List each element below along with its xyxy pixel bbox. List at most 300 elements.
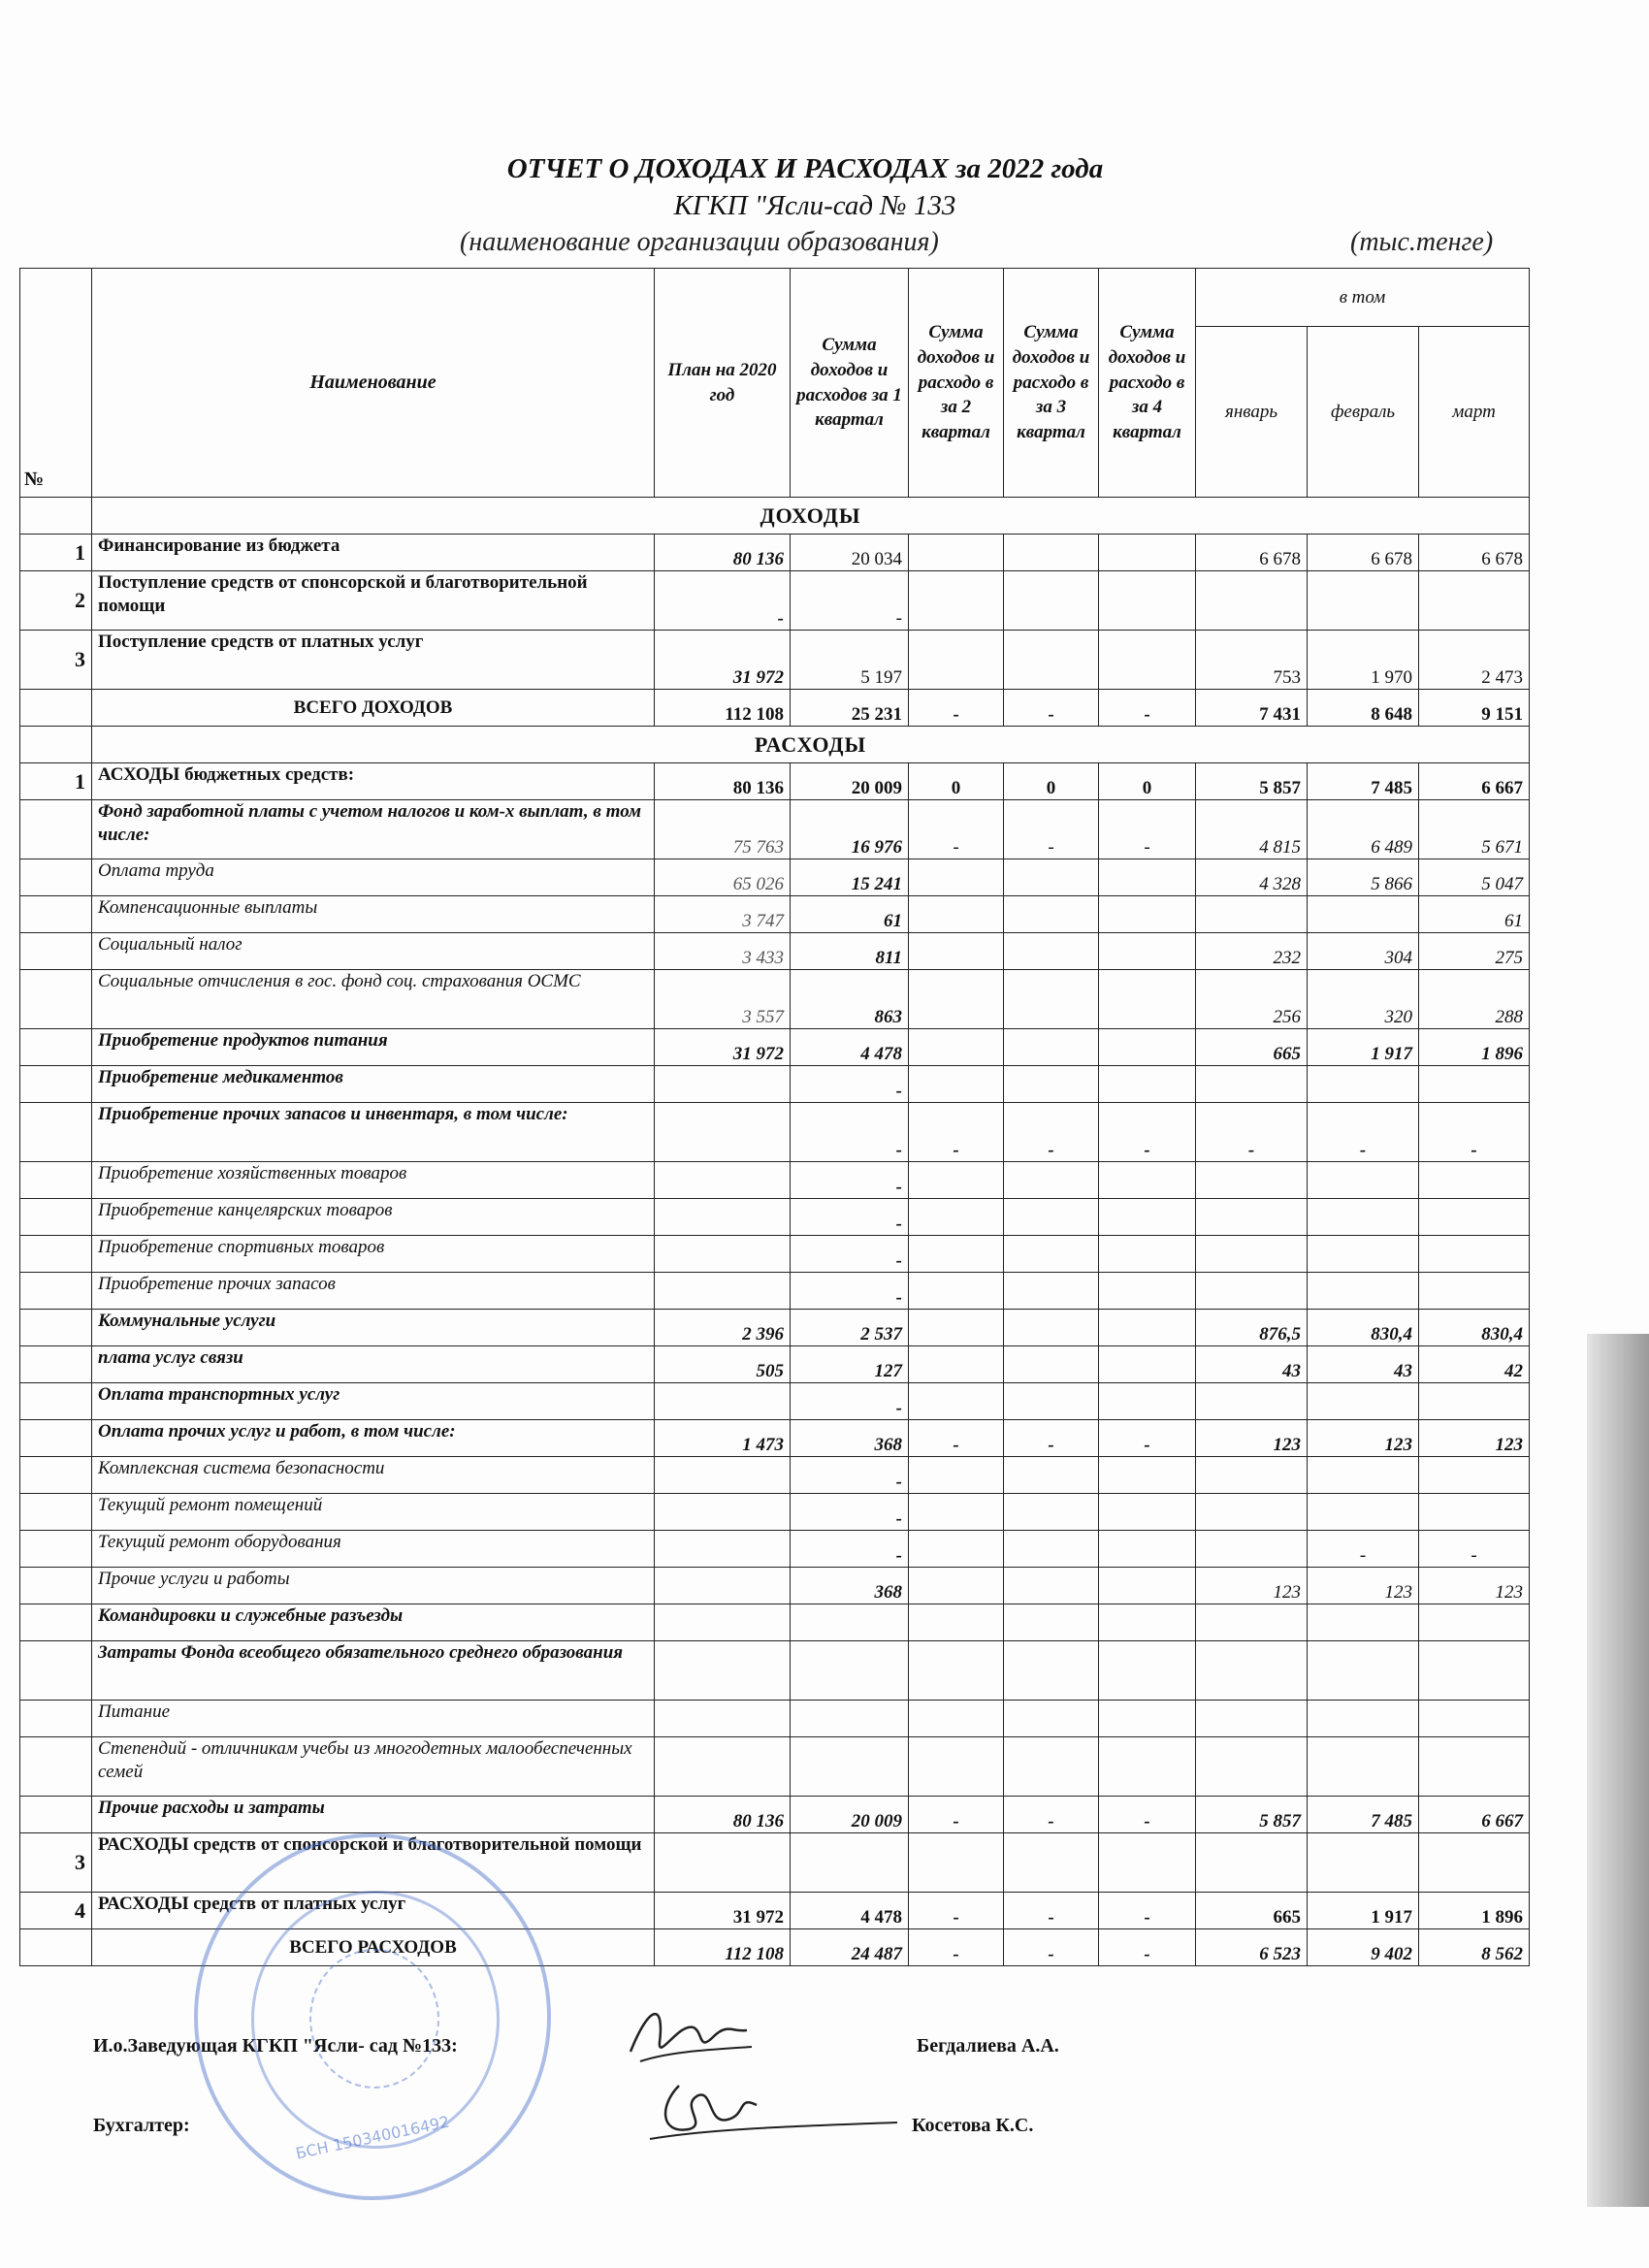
cell-jan xyxy=(1196,1641,1308,1701)
row-number: 1 xyxy=(20,763,92,800)
cell-plan xyxy=(655,1568,791,1604)
cell-mar: 830,4 xyxy=(1419,1310,1530,1346)
row-label: Приобретение медикаментов xyxy=(92,1066,655,1103)
cell-q2 xyxy=(909,535,1004,571)
cell-jan: 665 xyxy=(1196,1893,1308,1929)
cell-mar xyxy=(1419,1162,1530,1199)
row-label: Приобретение спортивных товаров xyxy=(92,1236,655,1273)
cell-q4 xyxy=(1099,1457,1196,1494)
cell-q2: - xyxy=(909,1893,1004,1929)
row-label: АСХОДЫ бюджетных средств: xyxy=(92,763,655,800)
cell-plan: 3 747 xyxy=(655,896,791,933)
row-label: Текущий ремонт оборудования xyxy=(92,1531,655,1568)
row-number xyxy=(20,1457,92,1494)
cell-q4 xyxy=(1099,1066,1196,1103)
cell-feb xyxy=(1308,1383,1419,1420)
cell-plan xyxy=(655,1531,791,1568)
cell-q2 xyxy=(909,1604,1004,1641)
expense-row xyxy=(20,1420,1530,1457)
row-label: Степендий - отличникам учебы из многодетных малообеспеченных семей xyxy=(92,1737,655,1797)
cell-q3: - xyxy=(1004,1893,1099,1929)
col-in-total-header: в том xyxy=(1196,269,1530,327)
cell-q2: 0 xyxy=(909,763,1004,800)
cell-q2 xyxy=(909,1236,1004,1273)
cell-mar: 1 896 xyxy=(1419,1893,1530,1929)
cell-jan xyxy=(1196,1273,1308,1310)
cell-feb: 5 866 xyxy=(1308,859,1419,896)
cell-jan xyxy=(1196,1833,1308,1893)
cell-feb xyxy=(1308,1641,1419,1701)
cell-q2: - xyxy=(909,800,1004,859)
cell-q4 xyxy=(1099,1737,1196,1797)
cell-jan: 7 431 xyxy=(1196,690,1308,727)
cell-jan: 6 523 xyxy=(1196,1929,1308,1966)
cell-plan xyxy=(655,1494,791,1531)
section-income xyxy=(20,498,1530,535)
row-label: Коммунальные услуги xyxy=(92,1310,655,1346)
cell-q4: - xyxy=(1099,1103,1196,1162)
col-mar-header: март xyxy=(1419,327,1530,498)
col-q4-header: Сумма доходов и расходо в за 4 квартал xyxy=(1099,269,1196,498)
cell-feb xyxy=(1308,1066,1419,1103)
row-label: Прочие расходы и затраты xyxy=(92,1797,655,1833)
cell-feb xyxy=(1308,1701,1419,1737)
cell-q4 xyxy=(1099,1641,1196,1701)
col-feb-header: февраль xyxy=(1308,327,1419,498)
cell-plan xyxy=(655,1701,791,1737)
cell-q4 xyxy=(1099,1604,1196,1641)
cell-mar: 288 xyxy=(1419,970,1530,1029)
row-label: Оплата прочих услуг и работ, в том числе: xyxy=(92,1420,655,1457)
col-q2-header: Сумма доходов и расходо в за 2 квартал xyxy=(909,269,1004,498)
cell-q4 xyxy=(1099,1199,1196,1236)
section-expenses-label: РАСХОДЫ xyxy=(92,727,1530,763)
cell-q1: 4 478 xyxy=(791,1893,909,1929)
expense-row xyxy=(20,1641,1530,1701)
row-label: Приобретение канцелярских товаров xyxy=(92,1199,655,1236)
cell-q1: 5 197 xyxy=(791,631,909,690)
cell-feb xyxy=(1308,1604,1419,1641)
row-number xyxy=(20,896,92,933)
cell-q4 xyxy=(1099,535,1196,571)
cell-q3: - xyxy=(1004,1797,1099,1833)
expense-row xyxy=(20,1604,1530,1641)
expense-row xyxy=(20,1199,1530,1236)
cell-feb: 320 xyxy=(1308,970,1419,1029)
row-number xyxy=(20,1162,92,1199)
cell-q3: - xyxy=(1004,1103,1099,1162)
cell-plan xyxy=(655,1103,791,1162)
cell-q3 xyxy=(1004,896,1099,933)
cell-jan: 256 xyxy=(1196,970,1308,1029)
cell-plan xyxy=(655,1383,791,1420)
row-number xyxy=(20,1420,92,1457)
cell-q1: - xyxy=(791,1199,909,1236)
expense-row xyxy=(20,1833,1530,1893)
cell-q2 xyxy=(909,859,1004,896)
cell-q2: - xyxy=(909,1103,1004,1162)
expense-row xyxy=(20,1457,1530,1494)
row-label: Прочие услуги и работы xyxy=(92,1568,655,1604)
cell-feb: 1 970 xyxy=(1308,631,1419,690)
cell-q3 xyxy=(1004,1066,1099,1103)
stamp-bsn: БСН 150340016492 xyxy=(294,2112,451,2163)
cell-q2 xyxy=(909,1310,1004,1346)
cell-jan: 43 xyxy=(1196,1346,1308,1383)
income-row xyxy=(20,571,1530,631)
cell-q3: - xyxy=(1004,690,1099,727)
cell-q4 xyxy=(1099,896,1196,933)
expense-row xyxy=(20,970,1530,1029)
cell-q4 xyxy=(1099,1383,1196,1420)
row-label: РАСХОДЫ средств от платных услуг xyxy=(92,1893,655,1929)
cell-q1: 16 976 xyxy=(791,800,909,859)
cell-q1 xyxy=(791,1737,909,1797)
cell-plan xyxy=(655,1199,791,1236)
cell-mar xyxy=(1419,571,1530,631)
cell-q3 xyxy=(1004,1737,1099,1797)
cell-mar: - xyxy=(1419,1103,1530,1162)
row-number xyxy=(20,1236,92,1273)
cell-q1: - xyxy=(791,1494,909,1531)
row-number xyxy=(20,1199,92,1236)
cell-feb: 8 648 xyxy=(1308,690,1419,727)
cell-q3 xyxy=(1004,1604,1099,1641)
row-number xyxy=(20,1346,92,1383)
cell-plan: 3 433 xyxy=(655,933,791,970)
cell-plan: 80 136 xyxy=(655,763,791,800)
row-number xyxy=(20,859,92,896)
cell-feb: 7 485 xyxy=(1308,1797,1419,1833)
row-number xyxy=(20,1797,92,1833)
col-q3-header: Сумма доходов и расходо в за 3 квартал xyxy=(1004,269,1099,498)
cell-q4 xyxy=(1099,1701,1196,1737)
cell-q3 xyxy=(1004,1383,1099,1420)
income-row xyxy=(20,631,1530,690)
cell-q1: - xyxy=(791,1162,909,1199)
row-label: Поступление средств от платных услуг xyxy=(92,631,655,690)
cell-feb xyxy=(1308,1236,1419,1273)
cell-q1: 2 537 xyxy=(791,1310,909,1346)
cell-jan: 123 xyxy=(1196,1420,1308,1457)
cell-jan xyxy=(1196,1236,1308,1273)
expense-row xyxy=(20,859,1530,896)
cell-q4 xyxy=(1099,859,1196,896)
expense-row xyxy=(20,1103,1530,1162)
cell-q3: - xyxy=(1004,1420,1099,1457)
cell-q1: - xyxy=(791,1531,909,1568)
cell-feb: - xyxy=(1308,1531,1419,1568)
cell-q3: - xyxy=(1004,1929,1099,1966)
expense-total-label: ВСЕГО РАСХОДОВ xyxy=(92,1929,655,1966)
cell-jan: 232 xyxy=(1196,933,1308,970)
row-label: Социальные отчисления в гос. фонд соц. страхования ОСМС xyxy=(92,970,655,1029)
cell-q1: - xyxy=(791,571,909,631)
cell-mar: 123 xyxy=(1419,1420,1530,1457)
section-expenses xyxy=(20,727,1530,763)
col-plan-header: План на 2020 год xyxy=(655,269,791,498)
cell-feb: 304 xyxy=(1308,933,1419,970)
cell-mar: - xyxy=(1419,1531,1530,1568)
cell-mar: 6 667 xyxy=(1419,1797,1530,1833)
cell-plan: 2 396 xyxy=(655,1310,791,1346)
cell-jan xyxy=(1196,1066,1308,1103)
row-number xyxy=(20,1737,92,1797)
cell-mar xyxy=(1419,1273,1530,1310)
scan-edge-shadow xyxy=(1587,1334,1649,2207)
cell-plan: 31 972 xyxy=(655,1893,791,1929)
cell-q2 xyxy=(909,1737,1004,1797)
row-number xyxy=(20,1273,92,1310)
expense-row xyxy=(20,1797,1530,1833)
cell-q2 xyxy=(909,933,1004,970)
cell-mar xyxy=(1419,1701,1530,1737)
expense-row xyxy=(20,1701,1530,1737)
organization-caption: (наименование организации образования) xyxy=(460,227,939,257)
cell-plan: 75 763 xyxy=(655,800,791,859)
expense-row xyxy=(20,1066,1530,1103)
row-number xyxy=(20,1701,92,1737)
cell-q1 xyxy=(791,1604,909,1641)
cell-jan xyxy=(1196,896,1308,933)
cell-feb: - xyxy=(1308,1103,1419,1162)
organization-stamp xyxy=(194,1833,551,2200)
row-label: Затраты Фонда всеобщего обязательного среднего образования xyxy=(92,1641,655,1701)
cell-q1: 368 xyxy=(791,1420,909,1457)
cell-q4 xyxy=(1099,970,1196,1029)
cell-q1: - xyxy=(791,1066,909,1103)
cell-q3 xyxy=(1004,970,1099,1029)
cell-jan: 5 857 xyxy=(1196,763,1308,800)
expense-row xyxy=(20,1162,1530,1199)
cell-q1: - xyxy=(791,1457,909,1494)
cell-q1 xyxy=(791,1641,909,1701)
cell-feb: 6 489 xyxy=(1308,800,1419,859)
cell-plan xyxy=(655,1641,791,1701)
expense-row xyxy=(20,933,1530,970)
cell-q3 xyxy=(1004,1273,1099,1310)
cell-q2 xyxy=(909,970,1004,1029)
cell-q1: 20 034 xyxy=(791,535,909,571)
cell-plan: 31 972 xyxy=(655,631,791,690)
cell-q3 xyxy=(1004,1494,1099,1531)
cell-jan: 753 xyxy=(1196,631,1308,690)
cell-jan xyxy=(1196,571,1308,631)
cell-mar: 6 678 xyxy=(1419,535,1530,571)
expense-row xyxy=(20,1310,1530,1346)
row-label: Питание xyxy=(92,1701,655,1737)
expense-row xyxy=(20,1346,1530,1383)
cell-jan xyxy=(1196,1737,1308,1797)
cell-q4: - xyxy=(1099,1420,1196,1457)
cell-feb: 9 402 xyxy=(1308,1929,1419,1966)
income-total-row xyxy=(20,690,1530,727)
cell-q2: - xyxy=(909,1420,1004,1457)
row-number xyxy=(20,1310,92,1346)
cell-q1 xyxy=(791,1833,909,1893)
cell-plan xyxy=(655,1737,791,1797)
report-title: ОТЧЕТ О ДОХОДАХ И РАСХОДАХ за 2022 года xyxy=(506,153,1104,184)
accountant-role: Бухгалтер: xyxy=(93,2115,190,2136)
cell-jan xyxy=(1196,1531,1308,1568)
accountant-signature xyxy=(640,2066,902,2154)
cell-feb xyxy=(1308,1457,1419,1494)
cell-jan xyxy=(1196,1604,1308,1641)
expense-row xyxy=(20,1531,1530,1568)
cell-q4: - xyxy=(1099,1929,1196,1966)
cell-q3 xyxy=(1004,1346,1099,1383)
cell-mar: 2 473 xyxy=(1419,631,1530,690)
cell-q4: - xyxy=(1099,1893,1196,1929)
cell-q2 xyxy=(909,1531,1004,1568)
cell-q4 xyxy=(1099,1833,1196,1893)
expense-row xyxy=(20,800,1530,859)
cell-plan: 80 136 xyxy=(655,1797,791,1833)
cell-q2 xyxy=(909,1162,1004,1199)
row-label: Финансирование из бюджета xyxy=(92,535,655,571)
row-number: 4 xyxy=(20,1893,92,1929)
cell-q4 xyxy=(1099,1346,1196,1383)
col-jan-header: январь xyxy=(1196,327,1308,498)
cell-q2 xyxy=(909,1833,1004,1893)
cell-q1: 863 xyxy=(791,970,909,1029)
cell-q1 xyxy=(791,1701,909,1737)
cell-plan: 505 xyxy=(655,1346,791,1383)
cell-q4 xyxy=(1099,631,1196,690)
row-number xyxy=(20,1103,92,1162)
cell-q3 xyxy=(1004,1162,1099,1199)
cell-q3 xyxy=(1004,1833,1099,1893)
cell-mar xyxy=(1419,1494,1530,1531)
cell-plan xyxy=(655,1066,791,1103)
section-income-label: ДОХОДЫ xyxy=(92,498,1530,535)
expense-row xyxy=(20,1737,1530,1797)
cell-q2 xyxy=(909,896,1004,933)
cell-q2: - xyxy=(909,1797,1004,1833)
cell-q1: - xyxy=(791,1103,909,1162)
accountant-name: Косетова К.С. xyxy=(912,2115,1034,2136)
cell-q1: 811 xyxy=(791,933,909,970)
cell-q1: - xyxy=(791,1236,909,1273)
cell-mar: 42 xyxy=(1419,1346,1530,1383)
cell-mar: 9 151 xyxy=(1419,690,1530,727)
head-name: Бегдалиева А.А. xyxy=(917,2035,1059,2057)
cell-q4 xyxy=(1099,1568,1196,1604)
cell-plan: - xyxy=(655,571,791,631)
cell-mar xyxy=(1419,1383,1530,1420)
cell-plan xyxy=(655,1604,791,1641)
cell-jan: 876,5 xyxy=(1196,1310,1308,1346)
row-number xyxy=(20,800,92,859)
row-label: Приобретение прочих запасов и инвентаря, в том числе: xyxy=(92,1103,655,1162)
cell-feb xyxy=(1308,571,1419,631)
row-number xyxy=(20,970,92,1029)
cell-q1: 368 xyxy=(791,1568,909,1604)
cell-feb xyxy=(1308,1494,1419,1531)
organization-name: КГКП "Ясли-сад № 133 xyxy=(673,190,956,221)
cell-feb: 123 xyxy=(1308,1568,1419,1604)
cell-jan xyxy=(1196,1199,1308,1236)
cell-mar: 6 667 xyxy=(1419,763,1530,800)
cell-q3 xyxy=(1004,933,1099,970)
expense-row xyxy=(20,763,1530,800)
expense-row xyxy=(20,1273,1530,1310)
cell-feb: 123 xyxy=(1308,1420,1419,1457)
cell-mar xyxy=(1419,1199,1530,1236)
cell-mar: 5 047 xyxy=(1419,859,1530,896)
cell-q4 xyxy=(1099,1531,1196,1568)
cell-q4 xyxy=(1099,1236,1196,1273)
row-number: 1 xyxy=(20,535,92,571)
cell-q4 xyxy=(1099,1494,1196,1531)
cell-mar xyxy=(1419,1737,1530,1797)
cell-plan xyxy=(655,1833,791,1893)
cell-mar: 5 671 xyxy=(1419,800,1530,859)
row-label: Текущий ремонт помещений xyxy=(92,1494,655,1531)
row-label: РАСХОДЫ средств от спонсорской и благотворительной помощи xyxy=(92,1833,655,1893)
cell-q4 xyxy=(1099,1162,1196,1199)
income-total-label: ВСЕГО ДОХОДОВ xyxy=(92,690,655,727)
cell-plan xyxy=(655,1273,791,1310)
row-number xyxy=(20,1066,92,1103)
cell-feb: 1 917 xyxy=(1308,1893,1419,1929)
cell-q2 xyxy=(909,1066,1004,1103)
row-number xyxy=(20,1641,92,1701)
cell-feb: 43 xyxy=(1308,1346,1419,1383)
cell-jan: 4 328 xyxy=(1196,859,1308,896)
cell-q2 xyxy=(909,1701,1004,1737)
cell-q3: - xyxy=(1004,800,1099,859)
row-label: Поступление средств от спонсорской и благотворительной помощи xyxy=(92,571,655,631)
cell-q1: 25 231 xyxy=(791,690,909,727)
cell-q3 xyxy=(1004,631,1099,690)
cell-q2 xyxy=(909,631,1004,690)
row-label: Приобретение продуктов питания xyxy=(92,1029,655,1066)
cell-q2 xyxy=(909,571,1004,631)
cell-q3 xyxy=(1004,1310,1099,1346)
row-number xyxy=(20,1568,92,1604)
cell-q2 xyxy=(909,1273,1004,1310)
row-number: 3 xyxy=(20,1833,92,1893)
row-label: Социальный налог xyxy=(92,933,655,970)
cell-feb xyxy=(1308,1737,1419,1797)
head-role: И.о.Заведующая КГКП "Ясли- сад №133: xyxy=(93,2035,458,2057)
cell-q4 xyxy=(1099,1029,1196,1066)
cell-jan xyxy=(1196,1494,1308,1531)
cell-q1: 20 009 xyxy=(791,1797,909,1833)
cell-feb: 1 917 xyxy=(1308,1029,1419,1066)
cell-q3: 0 xyxy=(1004,763,1099,800)
cell-q1: - xyxy=(791,1383,909,1420)
cell-feb: 7 485 xyxy=(1308,763,1419,800)
cell-jan: 4 815 xyxy=(1196,800,1308,859)
row-label: Командировки и служебные разъезды xyxy=(92,1604,655,1641)
cell-q3 xyxy=(1004,1236,1099,1273)
expense-row xyxy=(20,1568,1530,1604)
expense-row xyxy=(20,896,1530,933)
cell-jan xyxy=(1196,1383,1308,1420)
cell-jan xyxy=(1196,1162,1308,1199)
expense-row xyxy=(20,1383,1530,1420)
cell-mar: 61 xyxy=(1419,896,1530,933)
cell-q1: - xyxy=(791,1273,909,1310)
cell-jan: - xyxy=(1196,1103,1308,1162)
expense-row xyxy=(20,1236,1530,1273)
cell-plan xyxy=(655,1236,791,1273)
cell-mar: 275 xyxy=(1419,933,1530,970)
cell-q1: 15 241 xyxy=(791,859,909,896)
row-number xyxy=(20,1029,92,1066)
